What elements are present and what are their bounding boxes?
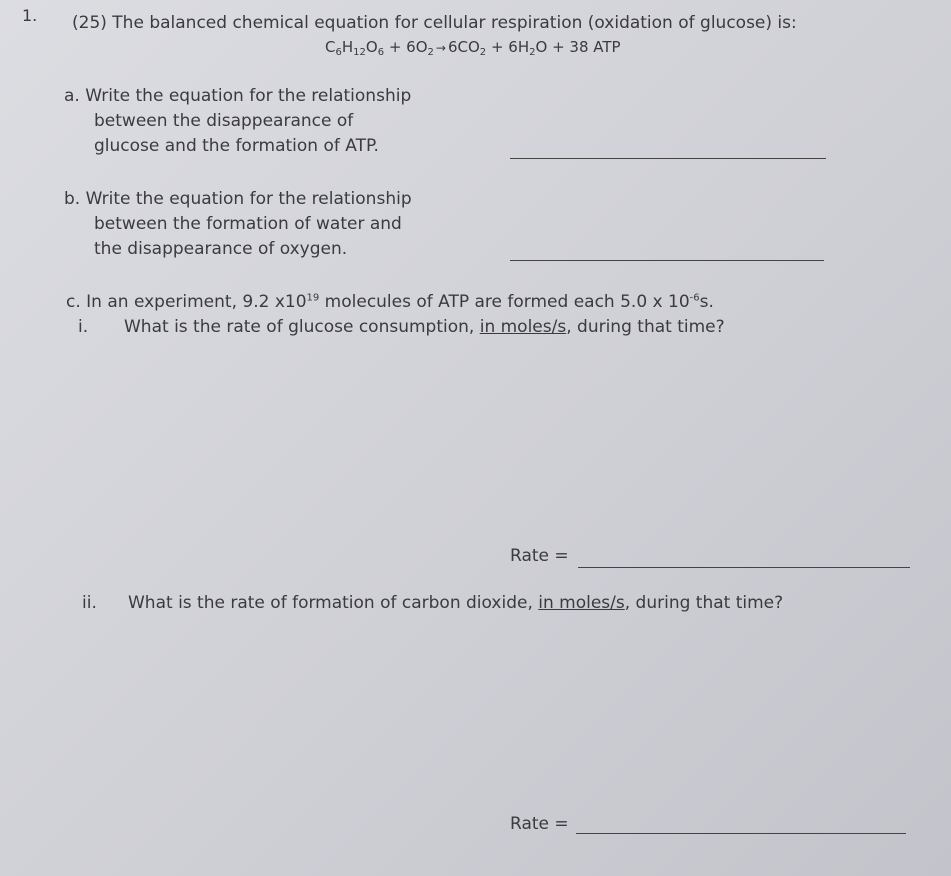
part-a-line-2: between the disappearance of — [94, 111, 354, 131]
eq-glucose-h-sub: 12 — [353, 47, 366, 58]
part-c-exp-1: 19 — [306, 292, 320, 304]
eq-glucose-o: O — [365, 38, 378, 56]
sub-question-ii — [128, 593, 783, 613]
part-c-statement — [66, 292, 714, 312]
part-a-line-1: a. Write the equation for the relationship — [64, 86, 412, 106]
part-b — [64, 187, 412, 262]
part-c-exp-2: -6 — [689, 292, 700, 304]
sub-ii-text-before: What is the rate of formation of carbon dioxide, — [128, 593, 539, 613]
eq-plus-3: + — [547, 38, 570, 56]
sub-i-text-after: , during that time? — [566, 317, 725, 337]
eq-water-o: O — [535, 38, 548, 56]
eq-co2: 6CO — [447, 38, 480, 56]
eq-co2-sub: 2 — [479, 47, 487, 58]
part-b-line-3: the disappearance of oxygen. — [94, 239, 348, 259]
part-c-suffix: s. — [699, 292, 714, 312]
eq-oxygen-sub: 2 — [427, 47, 434, 58]
question-intro: (25) The balanced chemical equation for cellular respiration (oxidation of glucose) is: — [72, 13, 797, 33]
eq-water-h: 6H — [508, 38, 530, 56]
eq-plus-1: + — [384, 38, 407, 56]
sub-ii-text-after: , during that time? — [624, 593, 784, 613]
part-c-prefix: c. In an experiment, 9.2 x10 — [66, 292, 307, 312]
rate-label-ii: Rate = — [510, 814, 569, 834]
part-a-line-3: glucose and the formation of ATP. — [94, 136, 379, 156]
part-b-answer-line[interactable] — [510, 260, 824, 261]
rate-label-i: Rate = — [510, 546, 569, 566]
eq-glucose-c: C — [325, 38, 336, 56]
part-c-middle: molecules of ATP are formed each 5.0 x 10 — [319, 292, 690, 312]
rate-answer-line-i[interactable] — [578, 567, 910, 568]
chemical-equation — [325, 38, 621, 58]
eq-water-h-sub: 2 — [529, 47, 536, 58]
part-a-answer-line[interactable] — [510, 158, 826, 159]
sub-question-i-numeral: i. — [78, 317, 89, 337]
part-b-line-1: b. Write the equation for the relationship — [64, 189, 412, 209]
eq-oxygen: 6O — [406, 38, 428, 56]
eq-glucose-c-sub: 6 — [335, 47, 342, 58]
eq-arrow: → — [435, 41, 446, 55]
sub-ii-units: in moles/s — [538, 593, 625, 613]
eq-glucose-o-sub: 6 — [377, 47, 385, 58]
sub-i-units: in moles/s — [479, 317, 567, 337]
rate-answer-line-ii[interactable] — [576, 833, 906, 834]
question-number: 1. — [22, 6, 38, 25]
part-b-line-2: between the formation of water and — [94, 214, 402, 234]
sub-question-ii-numeral: ii. — [82, 593, 97, 613]
part-a — [64, 84, 411, 159]
sub-question-i — [124, 317, 725, 337]
eq-glucose-h: H — [341, 38, 354, 56]
eq-atp: 38 ATP — [569, 38, 621, 56]
sub-i-text-before: What is the rate of glucose consumption, — [124, 317, 480, 337]
eq-plus-2: + — [486, 38, 509, 56]
